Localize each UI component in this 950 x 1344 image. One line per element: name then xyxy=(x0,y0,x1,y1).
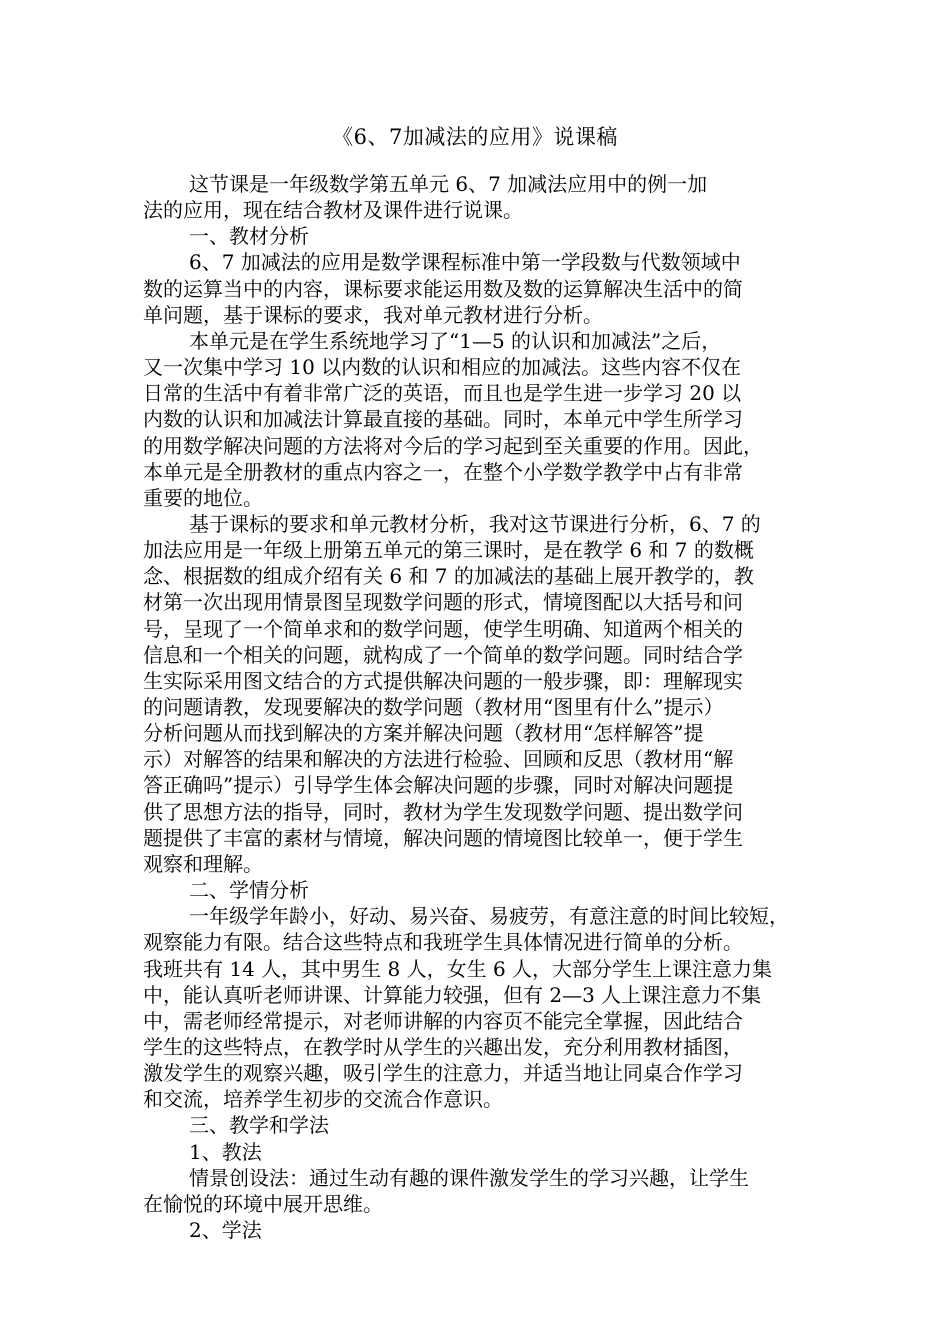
body-line: 生实际采用图文结合的方式提供解决问题的一般步骤，即：理解现实 xyxy=(143,668,743,693)
body-line: 2、学法 xyxy=(189,1218,262,1242)
body-line: 供了思想方法的指导，同时，教材为学生发现数学问题、提出数学问 xyxy=(143,799,743,824)
body-line: 内数的认识和加减法计算最直接的基础。同时，本单元中学生所学习 xyxy=(143,407,743,432)
body-line: 重要的地位。 xyxy=(143,485,263,510)
body-line: 二、学情分析 xyxy=(189,878,309,902)
body-line: 又一次集中学习 10 以内数的认识和相应的加减法。这些内容不仅在 xyxy=(143,355,742,379)
body-line: 日常的生活中有着非常广泛的英语，而且也是学生进一步学习 20 以 xyxy=(143,381,742,406)
body-line: 材第一次出现用情景图呈现数学问题的形式，情境图配以大括号和问 xyxy=(143,590,743,615)
body-line: 基于课标的要求和单元教材分析，我对这节课进行分析，6、7 的 xyxy=(189,511,761,536)
body-line: 一、教材分析 xyxy=(189,224,309,249)
body-line: 学生的这些特点，在教学时从学生的兴趣出发，充分利用教材插图， xyxy=(143,1034,743,1059)
body-line: 号，呈现了一个简单求和的数学问题，使学生明确、知道两个相关的 xyxy=(143,616,743,641)
body-line: 示）对解答的结果和解决的方法进行检验、回顾和反思（教材用“解 xyxy=(143,747,734,772)
body-line: 题提供了丰富的素材与情境，解决问题的情境图比较单一，便于学生 xyxy=(143,825,743,850)
body-line: 的用数学解决问题的方法将对今后的学习起到至关重要的作用。因此， xyxy=(143,433,763,458)
body-line: 单问题，基于课标的要求，我对单元教材进行分析。 xyxy=(143,302,603,327)
body-line: 中，需老师经常提示，对老师讲解的内容页不能完全掌握，因此结合 xyxy=(143,1008,743,1033)
body-line: 6、7 加减法的应用是数学课程标准中第一学段数与代数领域中 xyxy=(189,250,741,275)
body-line: 1、教法 xyxy=(189,1139,262,1164)
body-line: 的问题请教，发现要解决的数学问题（教材用“图里有什么”提示） xyxy=(143,695,724,719)
body-line: 一年级学年龄小，好动、易兴奋、易疲劳，有意注意的时间比较短， xyxy=(189,904,789,929)
body-line: 分析问题从而找到解决的方案并解决问题（教材用“怎样解答”提 xyxy=(143,721,704,746)
body-line: 加法应用是一年级上册第五单元的第三课时，是在教学 6 和 7 的数概 xyxy=(143,538,754,563)
body-line: 本单元是全册教材的重点内容之一，在整个小学数学教学中占有非常 xyxy=(143,459,743,484)
body-line: 数的运算当中的内容，课标要求能运用数及数的运算解决生活中的简 xyxy=(143,276,743,301)
document-title: 《6、7加减法的应用》说课稿 xyxy=(332,125,618,149)
body-line: 我班共有 14 人，其中男生 8 人，女生 6 人，大部分学生上课注意力集 xyxy=(143,956,773,981)
body-line: 中，能认真听老师讲课、计算能力较强，但有 2—3 人上课注意力不集 xyxy=(143,982,762,1007)
body-line: 法的应用，现在结合教材及课件进行说课。 xyxy=(143,198,523,223)
body-line: 情景创设法：通过生动有趣的课件激发学生的学习兴趣，让学生 xyxy=(189,1165,749,1190)
body-line: 答正确吗”提示）引导学生体会解决问题的步骤，同时对解决问题提 xyxy=(143,773,734,798)
body-line: 这节课是一年级数学第五单元 6、7 加减法应用中的例一加 xyxy=(189,172,708,196)
body-line: 观察和理解。 xyxy=(143,851,263,876)
body-line: 和交流，培养学生初步的交流合作意识。 xyxy=(143,1087,503,1112)
body-line: 本单元是在学生系统地学习了“1—5 的认识和加减法”之后， xyxy=(189,328,722,353)
body-line: 观察能力有限。结合这些特点和我班学生具体情况进行简单的分析。 xyxy=(143,930,743,955)
body-line: 信息和一个相关的问题，就构成了一个简单的数学问题。同时结合学 xyxy=(143,642,743,667)
body-line: 三、教学和学法 xyxy=(189,1113,329,1138)
body-line: 在愉悦的环境中展开思维。 xyxy=(143,1191,383,1216)
body-line: 念、根据数的组成介绍有关 6 和 7 的加减法的基础上展开教学的，教 xyxy=(143,564,754,589)
body-line: 激发学生的观察兴趣，吸引学生的注意力，并适当地让同桌合作学习 xyxy=(143,1061,743,1086)
